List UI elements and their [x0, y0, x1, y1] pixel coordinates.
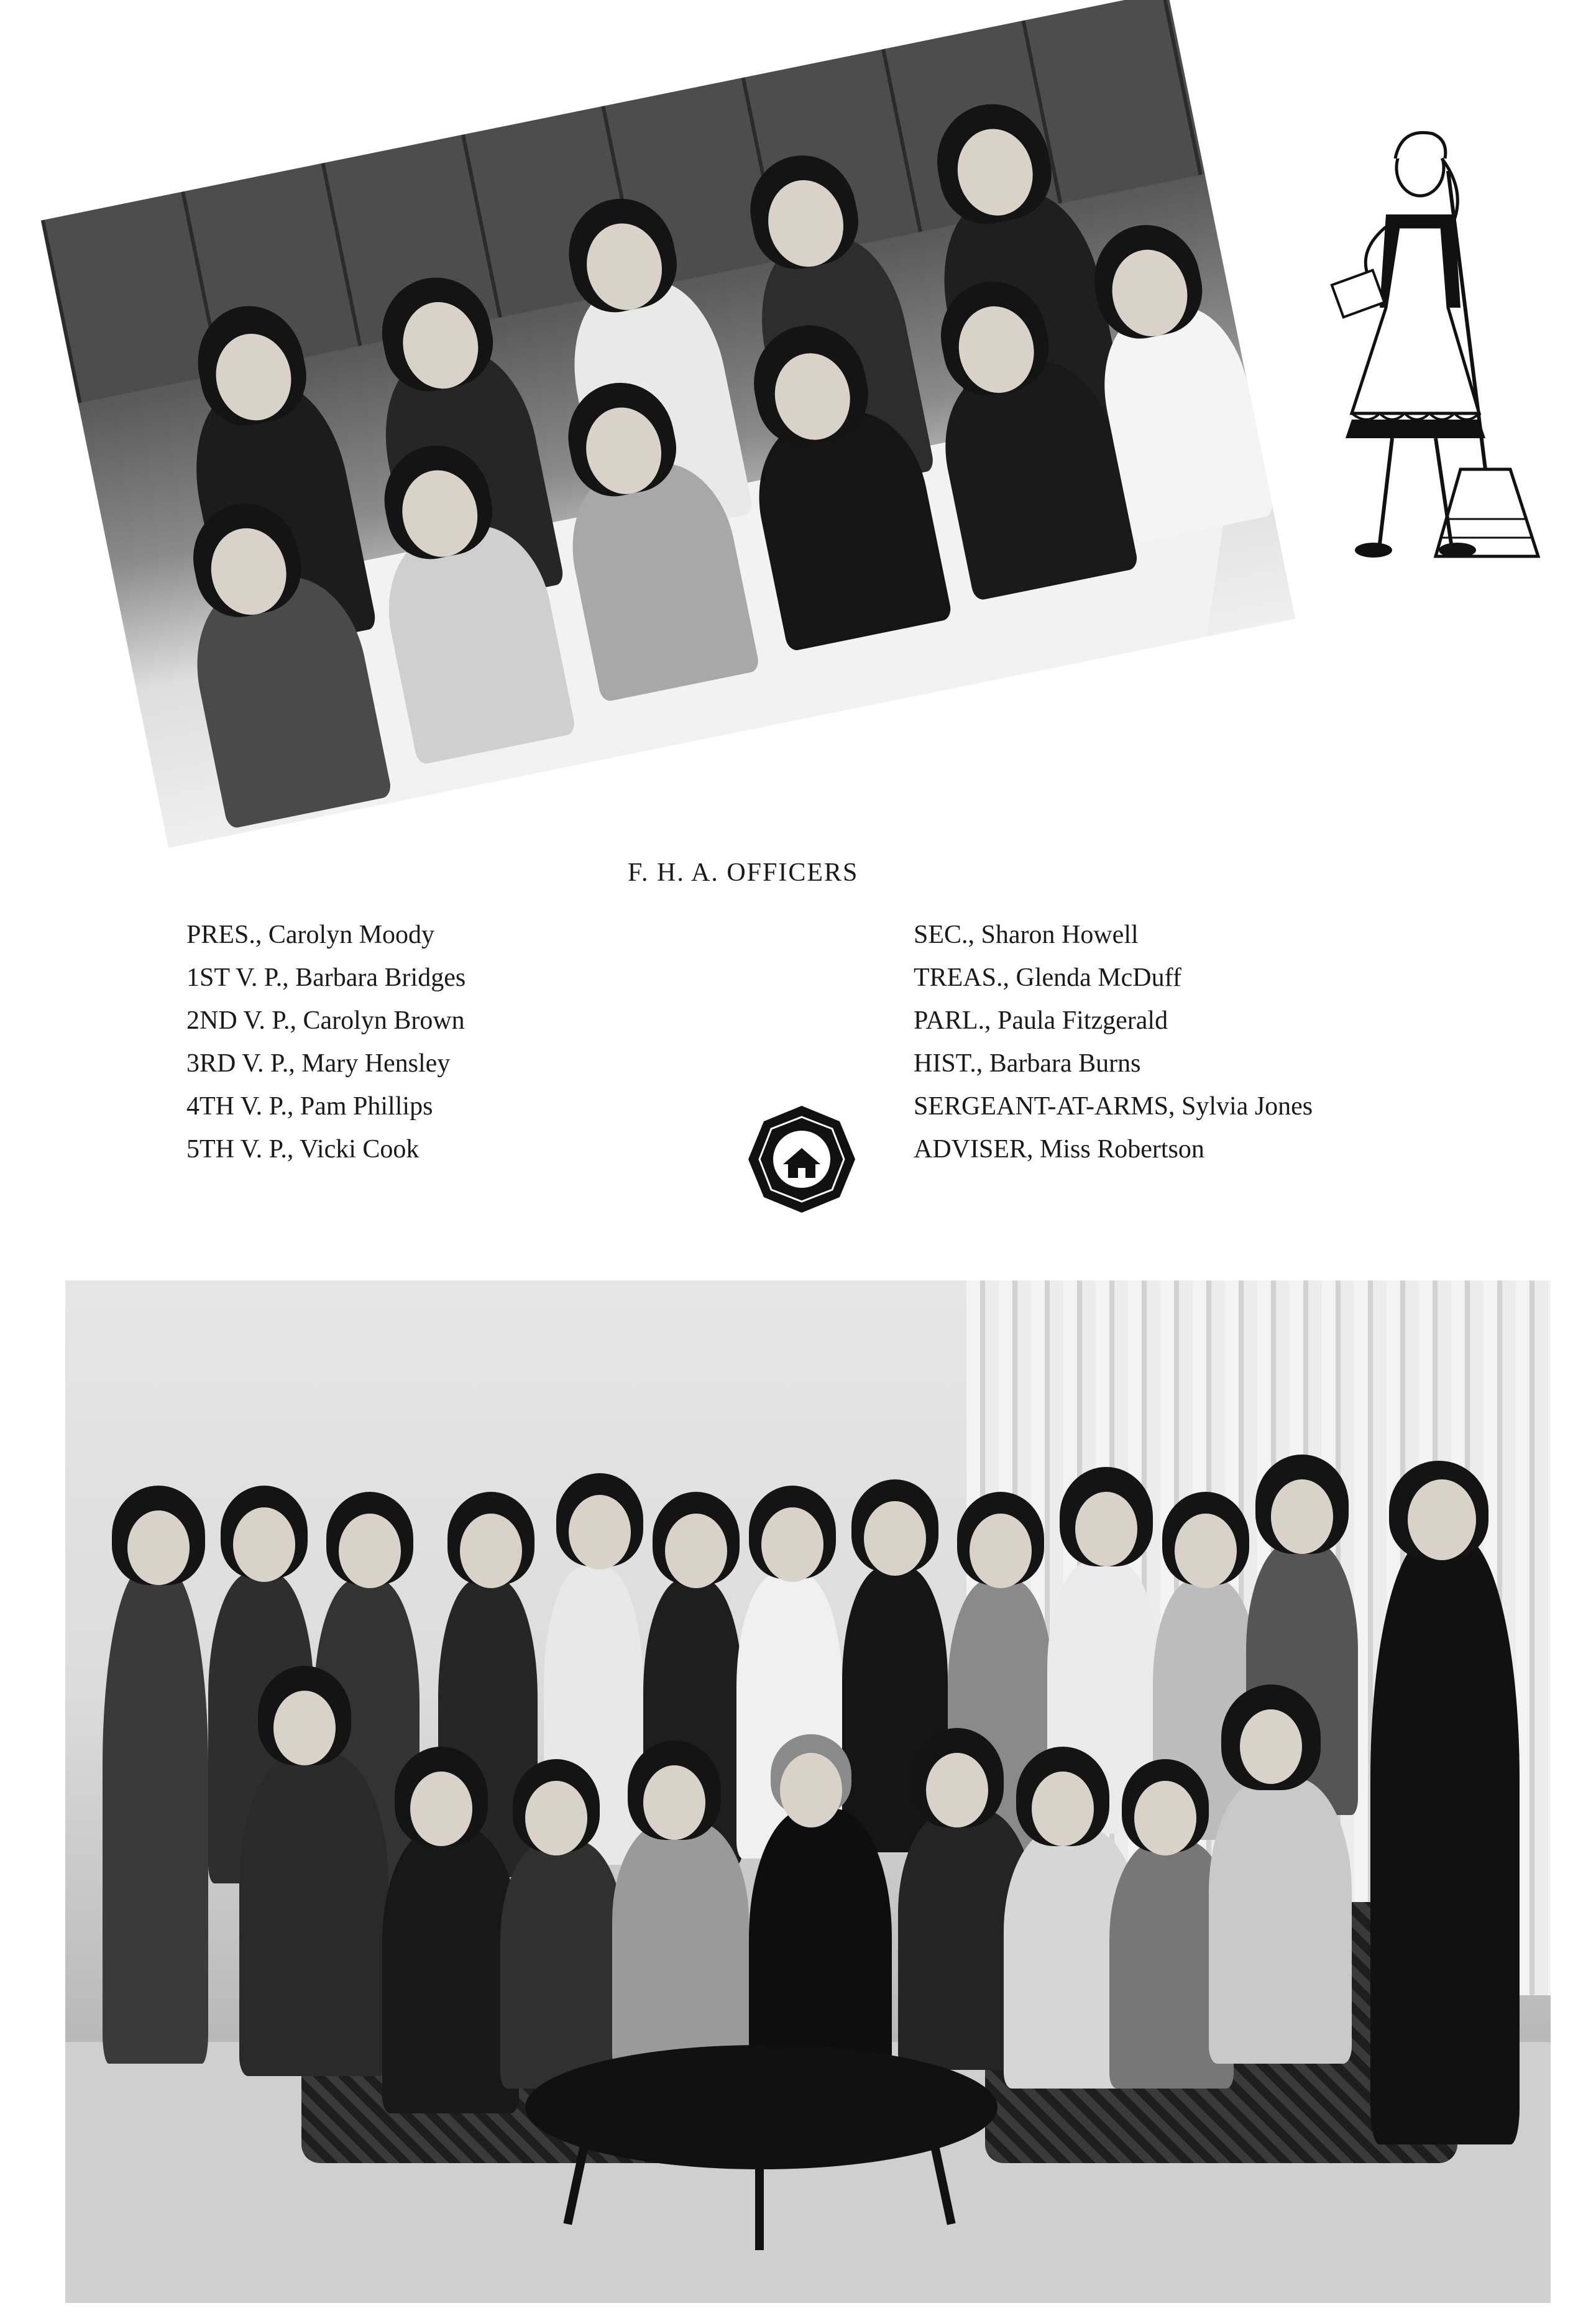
member-figure — [500, 1840, 625, 2089]
member-face — [1134, 1781, 1196, 1855]
member-face — [460, 1514, 522, 1588]
officer-entry: 1ST V. P., Barbara Bridges — [186, 963, 466, 992]
fha-emblem-icon — [746, 1103, 858, 1215]
officer-entry: 3RD V. P., Mary Hensley — [186, 1049, 451, 1078]
member-face — [1075, 1492, 1137, 1566]
officer-entry: HIST., Barbara Burns — [914, 1049, 1141, 1078]
member-face — [273, 1691, 336, 1765]
member-face — [127, 1510, 190, 1585]
member-figure — [239, 1753, 388, 2076]
member-face — [761, 1507, 823, 1582]
officers-caption-title: F. H. A. OFFICERS — [628, 858, 859, 887]
member-figure — [382, 1827, 519, 2113]
officers-list-left — [186, 914, 466, 1171]
member-face — [1240, 1709, 1302, 1784]
housewife-with-broom-illustration — [1293, 121, 1541, 569]
officer-entry: PARL., Paula Fitzgerald — [914, 1006, 1168, 1035]
member-face — [410, 1772, 472, 1846]
coffee-table-leg — [755, 2138, 764, 2250]
group-photo — [65, 1280, 1551, 2303]
member-face — [525, 1781, 587, 1855]
member-face — [233, 1507, 295, 1582]
member-face — [1271, 1479, 1333, 1554]
officer-entry: PRES., Carolyn Moody — [186, 921, 435, 949]
member-face — [780, 1753, 842, 1827]
member-figure — [1209, 1778, 1352, 2064]
officers-list-right — [914, 914, 1313, 1171]
member-face — [643, 1765, 705, 1840]
member-face — [1175, 1514, 1237, 1588]
member-figure — [612, 1821, 749, 2070]
officer-entry: SERGEANT-AT-ARMS, Sylvia Jones — [914, 1092, 1313, 1121]
member-face — [864, 1501, 926, 1576]
officer-entry: 2ND V. P., Carolyn Brown — [186, 1006, 465, 1035]
officers-photo — [41, 0, 1295, 848]
adviser-face — [1408, 1479, 1476, 1560]
member-figure — [103, 1566, 208, 2064]
officer-entry: 5TH V. P., Vicki Cook — [186, 1135, 420, 1164]
officer-entry: 4TH V. P., Pam Phillips — [186, 1092, 433, 1121]
officer-entry: TREAS., Glenda McDuff — [914, 963, 1181, 992]
member-face — [665, 1514, 727, 1588]
member-face — [926, 1753, 988, 1827]
member-face — [970, 1514, 1032, 1588]
member-face — [1032, 1772, 1094, 1846]
officer-entry: SEC., Sharon Howell — [914, 921, 1139, 949]
officer-entry: ADVISER, Miss Robertson — [914, 1135, 1204, 1164]
adviser-figure — [1370, 1535, 1520, 2144]
member-face — [339, 1514, 401, 1588]
member-face — [569, 1495, 631, 1570]
